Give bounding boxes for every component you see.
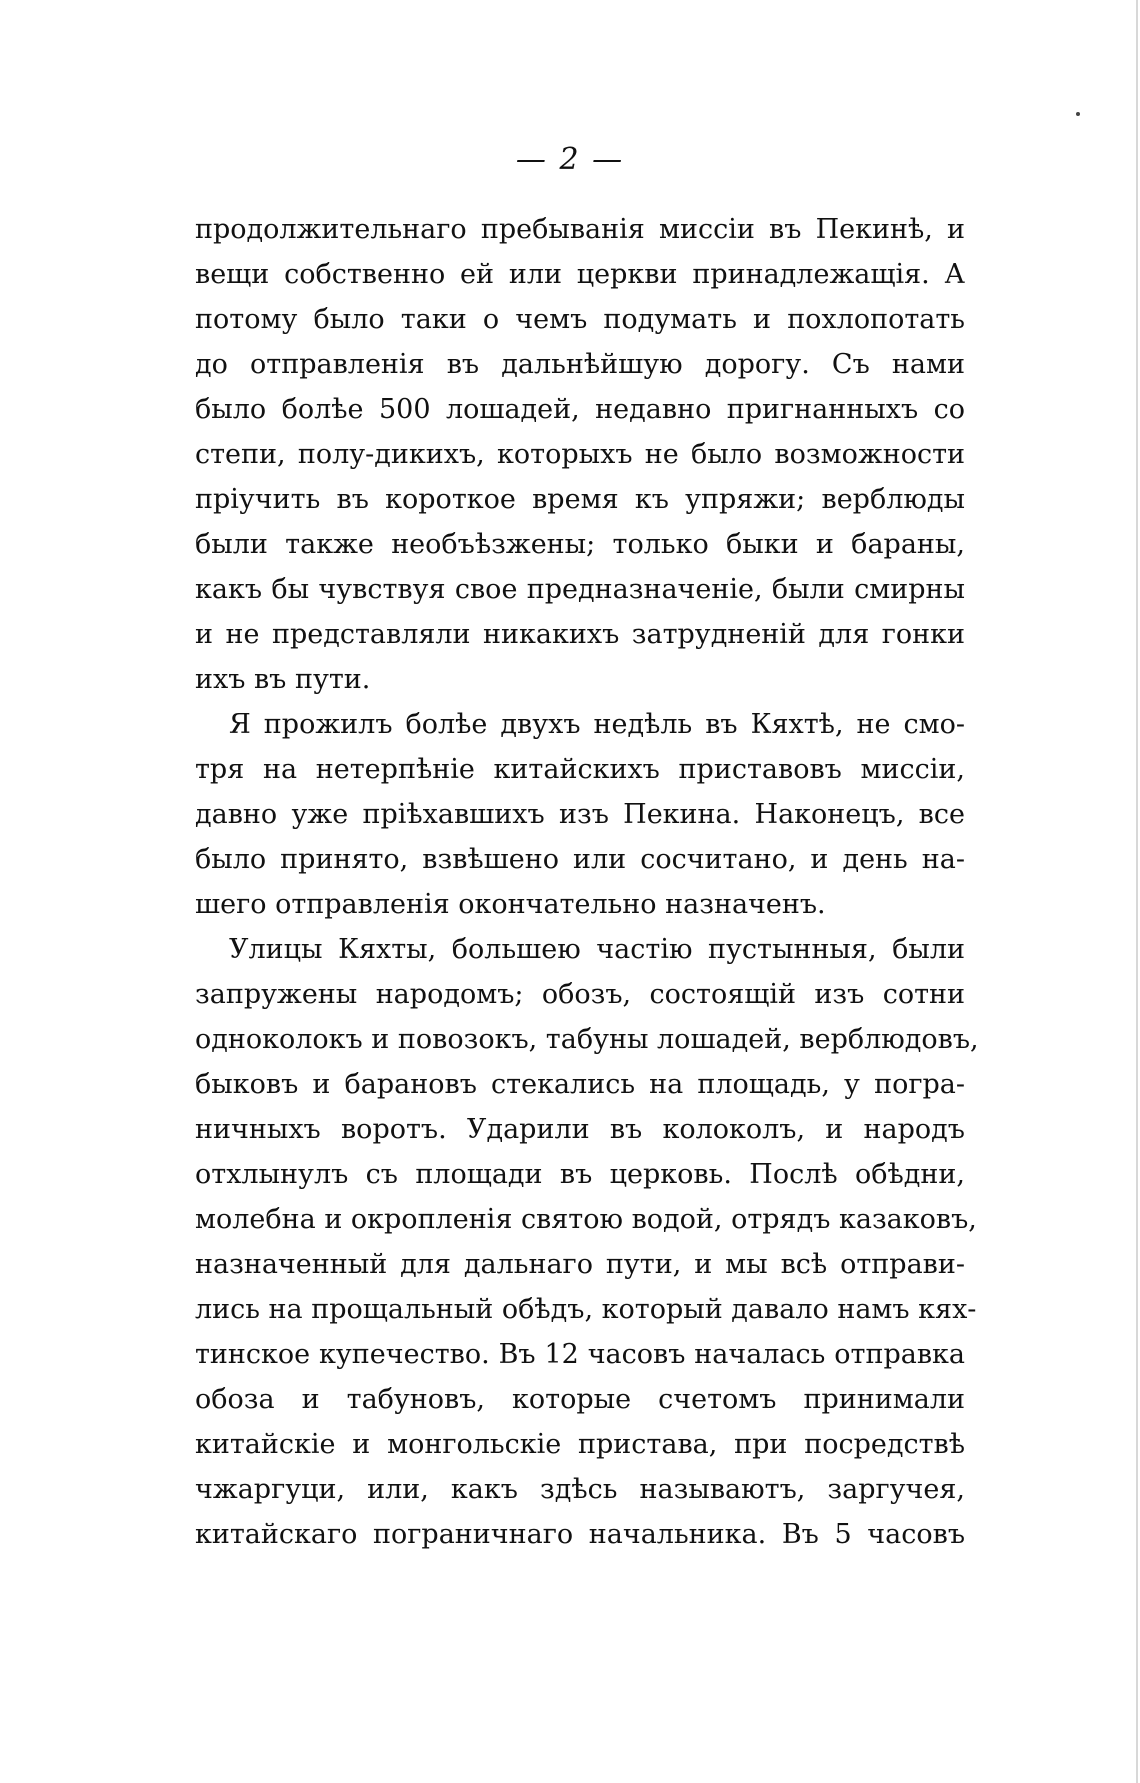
text-line: ничныхъ воротъ. Ударили въ колоколъ, и народъ bbox=[195, 1114, 965, 1145]
text-line: молебна и окропленія святою водой, отрядъ казаковъ, bbox=[195, 1204, 977, 1235]
text-line: отхлынулъ съ площади въ церковь. Послѣ обѣдни, bbox=[195, 1159, 965, 1190]
text-line: степи, полу-дикихъ, которыхъ не было возможности bbox=[195, 439, 965, 470]
scan-speck bbox=[1076, 112, 1080, 116]
text-line: Улицы Кяхты, большею частію пустынныя, были bbox=[229, 934, 965, 965]
text-line: тря на нетерпѣніе китайскихъ приставовъ миссіи, bbox=[195, 754, 965, 785]
text-line: Я прожилъ болѣе двухъ недѣль въ Кяхтѣ, не смо- bbox=[229, 709, 965, 740]
text-line: потому было таки о чемъ подумать и похлопотать bbox=[195, 304, 965, 335]
text-line: лись на прощальный обѣдъ, который давало намъ кях- bbox=[195, 1294, 977, 1325]
page-edge bbox=[1136, 0, 1138, 1783]
text-line: назначенный для дальнаго пути, и мы всѣ отправи- bbox=[195, 1249, 965, 1280]
text-line: было болѣе 500 лошадей, недавно пригнанныхъ со bbox=[195, 394, 965, 425]
page-number: — 2 — bbox=[515, 142, 625, 177]
text-line: обоза и табуновъ, которые счетомъ принимали bbox=[195, 1384, 965, 1415]
text-line: шего отправленія окончательно назначенъ. bbox=[195, 889, 826, 920]
text-line: чжаргуци, или, какъ здѣсь называютъ, заргучея, bbox=[195, 1474, 965, 1505]
text-line: какъ бы чувствуя свое предназначеніе, были смирны bbox=[195, 574, 965, 605]
text-line: тинское купечество. Въ 12 часовъ началась отправка bbox=[195, 1339, 965, 1370]
text-line: запружены народомъ; обозъ, состоящій изъ сотни bbox=[195, 979, 965, 1010]
text-line: до отправленія въ дальнѣйшую дорогу. Съ нами bbox=[195, 349, 965, 380]
text-line: давно уже пріѣхавшихъ изъ Пекина. Наконецъ, все bbox=[195, 799, 965, 830]
text-line: одноколокъ и повозокъ, табуны лошадей, верблюдовъ, bbox=[195, 1024, 979, 1055]
text-line: быковъ и барановъ стекались на площадь, у погра- bbox=[195, 1069, 965, 1100]
text-line: китайскаго пограничнаго начальника. Въ 5 часовъ bbox=[195, 1519, 965, 1550]
body-text bbox=[195, 207, 979, 1557]
text-line: и не представляли никакихъ затрудненій для гонки bbox=[195, 619, 965, 650]
text-line: вещи собственно ей или церкви принадлежащія. А bbox=[195, 259, 965, 290]
text-line: китайскіе и монгольскіе пристава, при посредствѣ bbox=[195, 1429, 965, 1460]
text-line: пріучить въ короткое время къ упряжи; верблюды bbox=[195, 484, 965, 515]
text-line: были также необъѣзжены; только быки и бараны, bbox=[195, 529, 965, 560]
text-line: было принято, взвѣшено или сосчитано, и день на- bbox=[195, 844, 965, 875]
text-line: ихъ въ пути. bbox=[195, 664, 371, 695]
text-line: продолжительнаго пребыванія миссіи въ Пекинѣ, и bbox=[195, 214, 965, 245]
